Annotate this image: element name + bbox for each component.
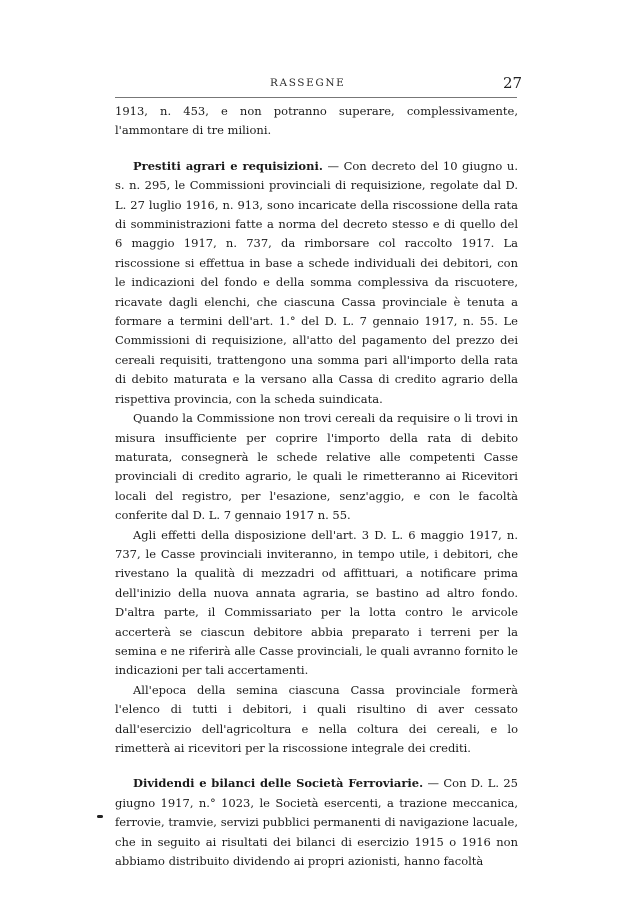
paragraph-prestiti-agrari <box>115 157 518 409</box>
paragraph-text: — Con decreto del 10 giugno u. s. n. 295, le Commissioni provinciali di requisizione, regolate dal D. L. 27 luglio 1916, n. 913, sono incaricate della riscossione della rata di somministrazioni fatte a norma del decreto stesso e di quello del 6 maggio 1917, n. 737, da rimborsare col raccolto 1917. La riscossione si effettua in base a schede individuali dei debitori, con le indicazioni del fondo e della somma complessiva da riscuotere, ricavate dagli elenchi, che ciascuna Cassa provinciale è tenuta a formare a termini dell'art. 1.° del D. L. 7 gennaio 1917, n. 55. Le Commissioni di requisizione, all'atto del pagamento del prezzo dei cereali requisiti, trattengono una somma pari all'importo della rata di debito maturata e la versano alla Cassa di credito agrario della rispettiva provincia, con la scheda suindicata. <box>115 158 518 406</box>
paragraph-continuation: 1913, n. 453, e non potranno superare, complessivamente, l'ammontare di tre milioni. <box>115 104 518 138</box>
ink-mark <box>97 815 103 818</box>
header-rule <box>115 97 517 98</box>
running-header <box>0 74 631 94</box>
page-number: 27 <box>503 74 523 92</box>
running-title: RASSEGNE <box>270 77 346 89</box>
paragraph-semina: All'epoca della semina ciascuna Cassa provinciale formerà l'elenco di tutti i debitori, i quali risultino di aver cessato dall'esercizio dell'agricoltura e nella coltura dei cereali, e lo rimetterà ai ricevitori per la riscossione integrale dei crediti. <box>115 682 518 755</box>
section-heading-dividendi: Dividendi e bilanci delle Società Ferroviarie. <box>133 776 424 791</box>
paragraph-text: — Con D. L. 25 giugno 1917, n.° 1023, le Società esercenti, a trazione meccanica, ferrovie, tramvie, servizi pubblici permanenti di navigazione lacuale, che in seguito ai risultati dei bilanci di esercizio 1915 o 1916 non abbiamo distribuito dividendo ai propri azionisti, hanno facoltà <box>115 776 518 869</box>
paragraph-effetti: Agli effetti della disposizione dell'art. 3 D. L. 6 maggio 1917, n. 737, le Casse provinciali inviteranno, in tempo utile, i debitori, che rivestano la qualità di mezzadri od affittuari, a notificare prima dell'inizio della nuova annata agraria, se bastino ad altro fondo. D'altra parte, il Commissariato per la lotta contro le arvicole accerterà se ciascun debitore abbia preparato i terreni per la semina e ne riferirà alle Casse provinciali, le quali avranno fornito le indicazioni per tali accertamenti. <box>115 527 518 678</box>
body-text <box>115 102 518 871</box>
paragraph-commissione: Quando la Commissione non trovi cereali da requisire o li trovi in misura insufficiente per coprire l'importo della rata di debito maturata, consegnerà le schede relative alle competenti Casse provinciali di credito agrario, le quali le rimetteranno ai Ricevitori locali del registro, per l'esazione, senz'aggio, e con le facoltà conferite dal D. L. 7 gennaio 1917 n. 55. <box>115 411 518 523</box>
paragraph-dividendi <box>115 774 518 871</box>
section-heading-prestiti-agrari: Prestiti agrari e requisizioni. <box>133 158 323 173</box>
